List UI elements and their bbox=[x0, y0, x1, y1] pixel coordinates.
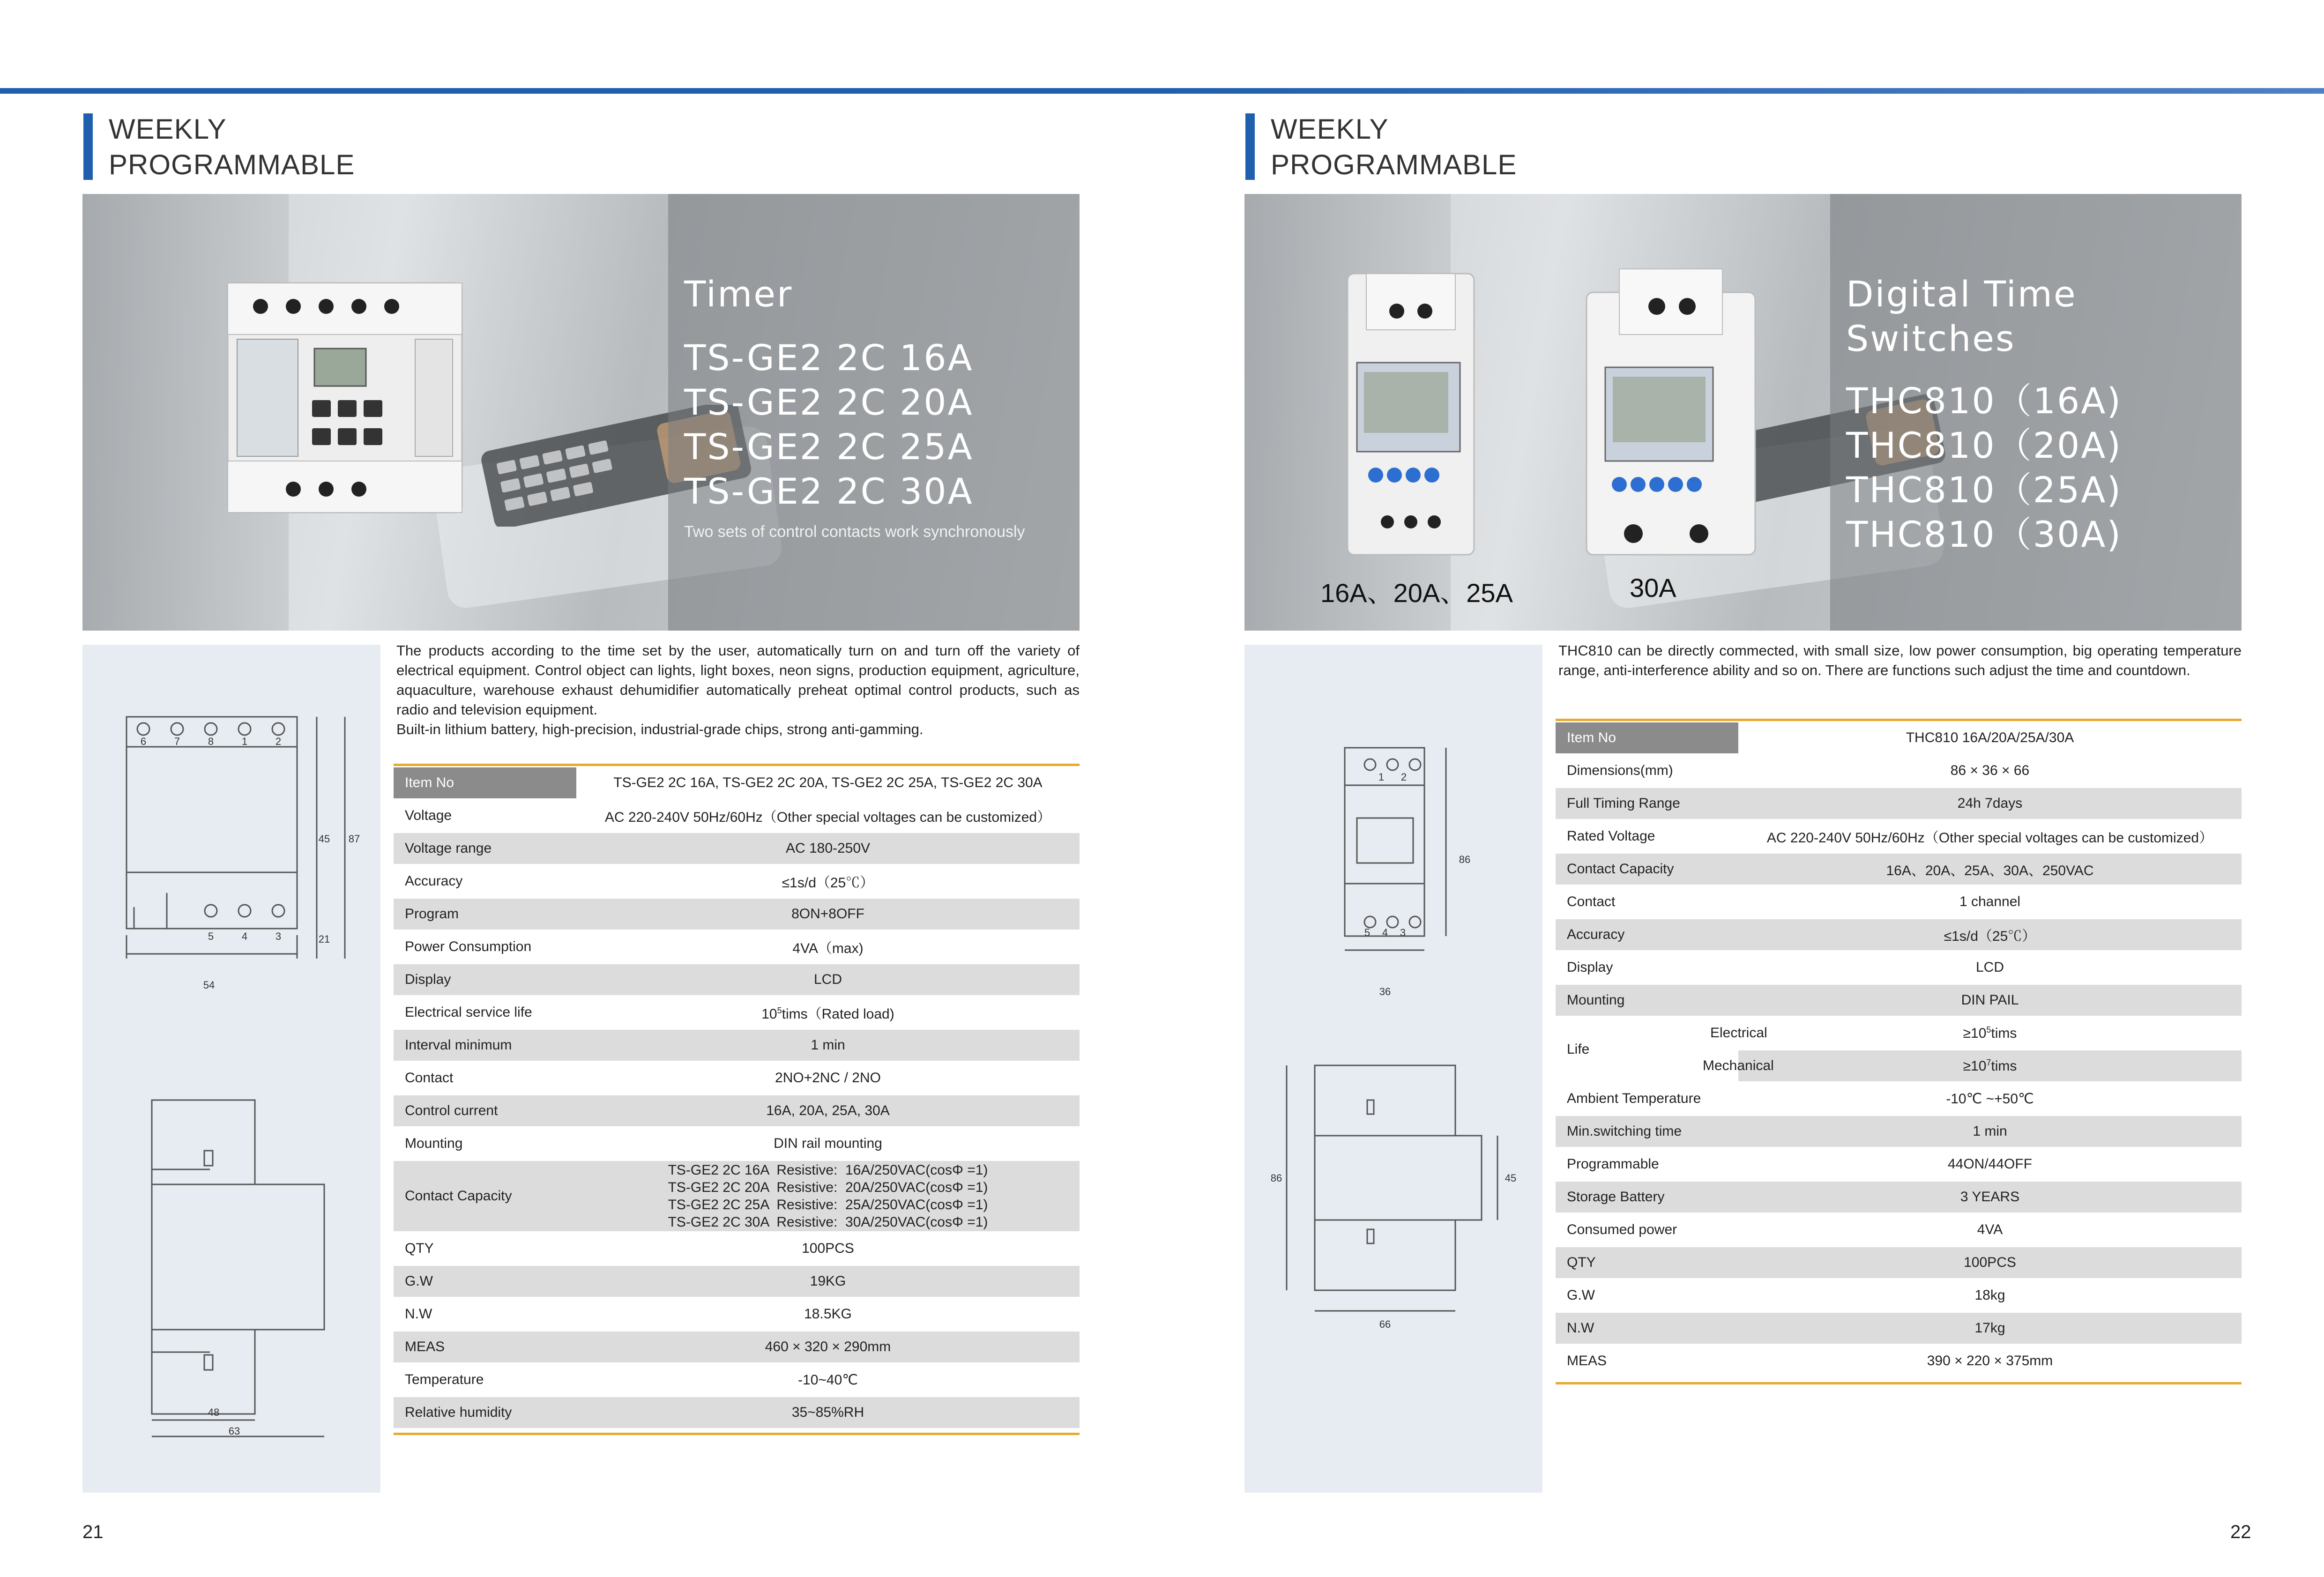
spec-row bbox=[394, 800, 1080, 831]
pin-label: 5 bbox=[208, 930, 214, 942]
spec-key: Full Timing Range bbox=[1556, 788, 1738, 819]
pin-label: 6 bbox=[140, 736, 147, 747]
spec-key: Item No bbox=[394, 767, 576, 798]
spec-value: -10℃ ~+50℃ bbox=[1738, 1083, 2242, 1114]
pin-label: 2 bbox=[275, 736, 282, 747]
table-bottom-rule bbox=[1556, 1382, 2242, 1384]
spec-key: Accuracy bbox=[394, 866, 576, 897]
spec-key: Consumed power bbox=[1556, 1214, 1738, 1245]
spec-key: Life bbox=[1556, 1018, 1738, 1081]
section-title: WEEKLY PROGRAMMABLE bbox=[109, 113, 355, 180]
dimension-label: 45 bbox=[318, 833, 330, 845]
spec-row bbox=[394, 1063, 1080, 1093]
spec-key: Interval minimum bbox=[394, 1030, 576, 1061]
spec-key: Programmable bbox=[1556, 1149, 1738, 1180]
spec-key: Contact bbox=[394, 1063, 576, 1093]
hero-model: THC810（20A) bbox=[1846, 424, 2123, 466]
spec-row bbox=[394, 1266, 1080, 1297]
spec-value: 1 channel bbox=[1738, 886, 2242, 917]
spec-key: Contact bbox=[1556, 886, 1738, 917]
hero-model: TS-GE2 2C 25A bbox=[684, 426, 974, 468]
hero-model: TS-GE2 2C 20A bbox=[684, 381, 974, 423]
drawing-panel bbox=[82, 645, 380, 1493]
spec-key: MEAS bbox=[394, 1332, 576, 1362]
spec-value: 8ON+8OFF bbox=[576, 899, 1080, 930]
spec-row bbox=[394, 767, 1080, 798]
spec-key: Display bbox=[394, 964, 576, 995]
spec-row bbox=[1556, 1280, 2242, 1311]
spec-row bbox=[394, 1128, 1080, 1159]
spec-value: $10^5tims(Rated$ load) bbox=[576, 997, 1080, 1028]
spec-row bbox=[394, 1161, 1080, 1231]
spec-key: Voltage bbox=[394, 800, 576, 831]
dimension-label: 36 bbox=[1379, 986, 1391, 997]
spec-key: Voltage range bbox=[394, 833, 576, 864]
spec-key: N.W bbox=[394, 1299, 576, 1330]
spec-row bbox=[394, 1095, 1080, 1126]
spec-value: AC 220-240V 50Hz/60Hz（Other special voltages can be customized） bbox=[1738, 821, 2242, 852]
spec-key: Item No bbox=[1556, 722, 1738, 753]
spec-key: Mounting bbox=[1556, 985, 1738, 1016]
spec-key: G.W bbox=[394, 1266, 576, 1297]
spec-value: 4VA bbox=[1738, 1214, 2242, 1245]
pin-label: 4 bbox=[241, 930, 248, 942]
spec-key: Contact Capacity bbox=[1556, 854, 1738, 885]
spec-row bbox=[394, 997, 1080, 1028]
hero-banner bbox=[1244, 194, 2242, 631]
spec-value: 390 × 220 × 375mm bbox=[1738, 1346, 2242, 1376]
spec-key: Contact Capacity bbox=[394, 1161, 576, 1231]
spec-value: 86 × 36 × 66 bbox=[1738, 755, 2242, 786]
spec-value: 16A、20A、25A、30A、250VAC bbox=[1738, 854, 2242, 885]
spec-value: 16A, 20A, 25A, 30A bbox=[576, 1095, 1080, 1126]
spec-value: 460 × 320 × 290mm bbox=[576, 1332, 1080, 1362]
spec-value: DIN rail mounting bbox=[576, 1128, 1080, 1159]
spec-row bbox=[1556, 1313, 2242, 1344]
spec-row bbox=[1556, 1247, 2242, 1278]
hero-model: THC810（16A) bbox=[1846, 380, 2123, 422]
hero-banner bbox=[82, 194, 1080, 631]
spec-value: TS-GE2 2C 16A Resistive: 16A/250VAC(cosΦ =1) TS-GE2 2C 20A Resistive: 20A/250VAC(cosΦ =1) TS-GE2 2C 25A Resistive: 25A/250VAC(cosΦ =1) TS-GE2 2C 30A Resistive: 30A/250VAC(cosΦ =1) bbox=[576, 1161, 1080, 1231]
spec-value: -10~40℃ bbox=[576, 1364, 1080, 1395]
product-description: THC810 can be directly commected, with small size, low power consumption, big operating temperature range, anti-interference ability and so on. There are functions such adjust the time and countdown. bbox=[1558, 642, 2242, 678]
spec-row bbox=[394, 899, 1080, 930]
section-accent-bar bbox=[1245, 113, 1255, 180]
section-accent-bar bbox=[83, 113, 93, 180]
spec-row bbox=[394, 866, 1080, 897]
spec-value: 44ON/44OFF bbox=[1738, 1149, 2242, 1180]
hero-model: THC810（25A) bbox=[1846, 469, 2123, 511]
spec-key: Accuracy bbox=[1556, 919, 1738, 950]
pin-label: 3 bbox=[1400, 927, 1406, 938]
spec-value: ≤1s/d（25℃） bbox=[1738, 919, 2242, 950]
spec-value: TS-GE2 2C 16A, TS-GE2 2C 20A, TS-GE2 2C 25A, TS-GE2 2C 30A bbox=[576, 767, 1080, 798]
spec-value: 1 min bbox=[1738, 1116, 2242, 1147]
hero-model: TS-GE2 2C 16A bbox=[684, 337, 974, 379]
dimension-label: 48 bbox=[208, 1406, 220, 1418]
spec-value: THC810 16A/20A/25A/30A bbox=[1738, 722, 2242, 753]
hero-subtitle: Two sets of control contacts work synchronously bbox=[684, 523, 1025, 541]
spec-row bbox=[1556, 821, 2242, 852]
spec-row bbox=[394, 1332, 1080, 1362]
spec-value: 18.5KG bbox=[576, 1299, 1080, 1330]
section-title: WEEKLY PROGRAMMABLE bbox=[1271, 113, 1517, 180]
spec-value: Mechanical $\ge 10^7tims$ bbox=[1738, 1050, 2242, 1081]
spec-row bbox=[1556, 1346, 2242, 1376]
spec-table bbox=[1556, 721, 2242, 1378]
spec-row bbox=[394, 931, 1080, 962]
dimension-drawing bbox=[1244, 645, 1542, 1493]
spec-value: 1 min bbox=[576, 1030, 1080, 1061]
spec-value: 19KG bbox=[576, 1266, 1080, 1297]
dimension-label: 63 bbox=[228, 1425, 240, 1437]
spec-key: Rated Voltage bbox=[1556, 821, 1738, 852]
spec-row bbox=[394, 1299, 1080, 1330]
spec-value: 24h 7days bbox=[1738, 788, 2242, 819]
spec-row bbox=[394, 1364, 1080, 1395]
spec-value: AC 180-250V bbox=[576, 833, 1080, 864]
spec-subkey: Mechanical bbox=[1703, 1058, 1774, 1073]
spec-row bbox=[1556, 1116, 2242, 1147]
device-caption: 30A bbox=[1630, 573, 1676, 603]
timer-device-photo bbox=[218, 274, 481, 522]
spec-key: Dimensions(mm) bbox=[1556, 755, 1738, 786]
spec-row bbox=[1556, 755, 2242, 786]
spec-value: 17kg bbox=[1738, 1313, 2242, 1344]
pin-label: 5 bbox=[1364, 927, 1371, 938]
dimension-label: 66 bbox=[1379, 1318, 1391, 1330]
dimension-drawing bbox=[82, 645, 380, 1493]
drawing-panel bbox=[1244, 645, 1542, 1493]
switch-device-photo bbox=[1343, 269, 1479, 559]
spec-row bbox=[1556, 1149, 2242, 1180]
spec-key: Min.switching time bbox=[1556, 1116, 1738, 1147]
spec-row bbox=[1556, 952, 2242, 983]
spec-key: MEAS bbox=[1556, 1346, 1738, 1376]
dimension-label: 54 bbox=[203, 979, 215, 991]
spec-row bbox=[394, 833, 1080, 864]
dimension-label: 86 bbox=[1459, 854, 1471, 865]
hero-title: Switches bbox=[1846, 318, 2016, 359]
spec-key: Electrical service life bbox=[394, 997, 576, 1028]
pin-label: 1 bbox=[1378, 771, 1385, 783]
spec-key: Program bbox=[394, 899, 576, 930]
spec-row bbox=[1556, 886, 2242, 917]
dimension-label: 86 bbox=[1270, 1172, 1282, 1184]
pin-label: 4 bbox=[1382, 927, 1388, 938]
dimension-label: 45 bbox=[1505, 1172, 1517, 1184]
spec-key: N.W bbox=[1556, 1313, 1738, 1344]
pin-label: 2 bbox=[1400, 771, 1407, 783]
spec-row bbox=[1556, 854, 2242, 885]
spec-row bbox=[394, 1397, 1080, 1428]
hero-title: Digital Time bbox=[1846, 273, 2077, 315]
switch-device-photo bbox=[1582, 264, 1760, 564]
spec-value: LCD bbox=[1738, 952, 2242, 983]
spec-value: Electrical $\ge 10^5tims$ bbox=[1738, 1018, 2242, 1049]
spec-key: Control current bbox=[394, 1095, 576, 1126]
spec-row bbox=[1556, 985, 2242, 1016]
spec-row bbox=[394, 1030, 1080, 1061]
dimension-label: 87 bbox=[348, 833, 360, 845]
spec-value: DIN PAIL bbox=[1738, 985, 2242, 1016]
spec-value: 3 YEARS bbox=[1738, 1182, 2242, 1213]
spec-row bbox=[1556, 1083, 2242, 1114]
spec-key: Storage Battery bbox=[1556, 1182, 1738, 1213]
spec-value: LCD bbox=[576, 964, 1080, 995]
spec-key: Mounting bbox=[394, 1128, 576, 1159]
spec-value: 100PCS bbox=[576, 1233, 1080, 1264]
spec-value: AC 220-240V 50Hz/60Hz（Other special voltages can be customized） bbox=[576, 800, 1080, 831]
spec-key: Temperature bbox=[394, 1364, 576, 1395]
spec-key: Ambient Temperature bbox=[1556, 1083, 1738, 1114]
spec-subkey: Electrical bbox=[1710, 1025, 1767, 1041]
spec-key: Display bbox=[1556, 952, 1738, 983]
pin-label: 8 bbox=[208, 736, 214, 747]
spec-row bbox=[1556, 722, 2242, 753]
device-caption: 16A、20A、25A bbox=[1320, 578, 1513, 608]
pin-label: 1 bbox=[241, 736, 248, 747]
pin-label: 3 bbox=[275, 930, 282, 942]
spec-key: Relative humidity bbox=[394, 1397, 576, 1428]
spec-row bbox=[1556, 1182, 2242, 1213]
hero-model: THC810（30A) bbox=[1846, 513, 2123, 555]
spec-row bbox=[394, 1233, 1080, 1264]
spec-key: QTY bbox=[394, 1233, 576, 1264]
spec-value: 2NO+2NC / 2NO bbox=[576, 1063, 1080, 1093]
page-number: 22 bbox=[2230, 1522, 2251, 1542]
dimension-label: 21 bbox=[318, 933, 330, 945]
spec-row bbox=[1556, 919, 2242, 950]
pin-label: 7 bbox=[174, 736, 180, 747]
table-bottom-rule bbox=[394, 1433, 1080, 1435]
spec-key: QTY bbox=[1556, 1247, 1738, 1278]
spec-value: 35~85%RH bbox=[576, 1397, 1080, 1428]
spec-row bbox=[1556, 1214, 2242, 1245]
spec-key: Power Consumption bbox=[394, 931, 576, 962]
page-number: 21 bbox=[82, 1522, 104, 1542]
spec-value: ≤1s/d（25℃） bbox=[576, 866, 1080, 897]
right-page bbox=[1162, 0, 2324, 1577]
spec-value: 4VA（max) bbox=[576, 931, 1080, 962]
product-description: The products according to the time set by the user, automatically turn on and turn off the variety of electrical equipment. Control object can lights, light boxes, neon signs, production equipment, agriculture, aquaculture, warehouse exhaust dehumidifier automatically preheat optimal control products, such as radio and television equipment. Built-in lithium battery, high-precision, industrial-grade chips, strong anti-gamming. bbox=[396, 642, 1080, 737]
spec-table bbox=[394, 766, 1080, 1430]
spec-row bbox=[394, 964, 1080, 995]
spec-value: 100PCS bbox=[1738, 1247, 2242, 1278]
hero-model: TS-GE2 2C 30A bbox=[684, 470, 974, 512]
hero-title: Timer bbox=[684, 273, 793, 315]
spec-value: 18kg bbox=[1738, 1280, 2242, 1311]
spec-row bbox=[1556, 1018, 2242, 1049]
spec-row bbox=[1556, 788, 2242, 819]
spec-key: G.W bbox=[1556, 1280, 1738, 1311]
